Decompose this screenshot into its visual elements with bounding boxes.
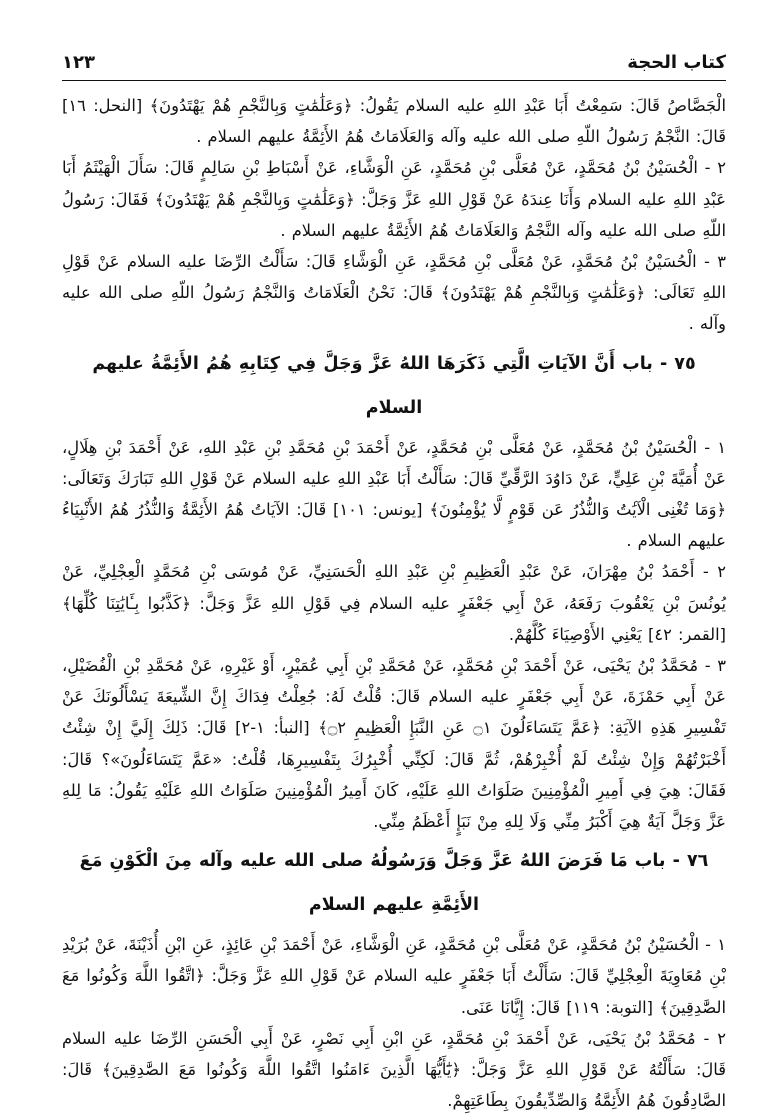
page-body	[62, 90, 726, 1116]
hadith-paragraph: ٢ - مُحَمَّدُ بْنُ يَحْيَى، عَنْ أَحْمَدَ بْنِ مُحَمَّدٍ، عَنِ ابْنِ أَبِي نَصْرٍ، عَنْ أَبِي الْحَسَنِ الرِّضَا عليه السلام قَالَ: سَأَلْتُهُ عَنْ قَوْلِ اللهِ عَزَّ وَجَلَّ: ﴿يَٰٓأَيُّهَا الَّذِينَ ءَامَنُوا اتَّقُوا اللَّهَ وَكُونُوا مَعَ الصَّٰدِقِينَ﴾ قَالَ: الصَّادِقُونَ هُمُ الأَئِمَّةُ وَالصِّدِّيقُونَ بِطَاعَتِهِمْ.	[62, 1028, 726, 1111]
hadith-paragraph: ١ - الْحُسَيْنُ بْنُ مُحَمَّدٍ، عَنْ مُعَلَّى بْنِ مُحَمَّدٍ، عَنِ الْوَشَّاءِ، عَنْ أَحْمَدَ بْنِ عَائِذٍ، عَنِ ابْنِ أُذَيْنَةَ، عَنْ بُرَيْدِ بْنِ مُعَاوِيَةَ الْعِجْلِيِّ قَالَ: سَأَلْتُ أَبَا جَعْفَرٍ عليه السلام عَنْ قَوْلِ اللهِ عَزَّ وَجَلَّ: ﴿اتَّقُوا اللَّهَ وَكُونُوا مَعَ الصَّٰدِقِينَ﴾ [التوبة: ١١٩] قَالَ: إِيَّانَا عَنَى.	[62, 935, 726, 1017]
chapter-heading: ٧٦ - باب مَا فَرَضَ اللهُ عَزَّ وَجَلَّ وَرَسُولُهُ صلى الله عليه وآله مِنَ الْكَوْنِ مَعَ الأَئِمَّةِ عليهم السلام	[79, 851, 709, 916]
hadith-paragraph: ٢ - الْحُسَيْنُ بْنُ مُحَمَّدٍ، عَنْ مُعَلَّى بْنِ مُحَمَّدٍ، عَنِ الْوَشَّاءِ، عَنْ أَسْبَاطِ بْنِ سَالِمٍ قَالَ: سَأَلَ الْهَيْثَمُ أَبَا عَبْدِ اللهِ عليه السلام وَأَنَا عِندَهُ عَنْ قَوْلِ اللهِ عَزَّ وَجَلَّ: ﴿وَعَلَٰمَٰتٍ وَبِالنَّجْمِ هُمْ يَهْتَدُونَ﴾ فَقَالَ: رَسُولُ اللّهِ صلى الله عليه وآله النَّجْمُ وَالعَلَامَاتُ هُمُ الأَئِمَّةُ عليهم السلام .	[62, 158, 726, 240]
hadith-paragraph: ٣ - الْحُسَيْنُ بْنُ مُحَمَّدٍ، عَنْ مُعَلَّى بْنِ مُحَمَّدٍ، عَنِ الْوَشَّاءِ قَالَ: سَأَلْتُ الرِّضَا عليه السلام عَنْ قَوْلِ اللهِ تَعَالَى: ﴿وَعَلَٰمَٰتٍ وَبِالنَّجْمِ هُمْ يَهْتَدُونَ﴾ قَالَ: نَحْنُ الْعَلَامَاتُ وَالنَّجْمُ رَسُولُ اللّهِ صلى الله عليه وآله .	[62, 252, 726, 334]
hadith-paragraph: ١ - الْحُسَيْنُ بْنُ مُحَمَّدٍ، عَنْ مُعَلَّى بْنِ مُحَمَّدٍ، عَنْ أَحْمَدَ بْنِ مُحَمَّدِ بْنِ عَبْدِ اللهِ، عَنْ أَحْمَدَ بْنِ هِلَالٍ، عَنْ أُمَيَّةَ بْنِ عَلِيٍّ، عَنْ دَاوُدَ الرَّقِّيِّ قَالَ: سَأَلْتُ أَبَا عَبْدِ اللهِ عليه السلام عَنْ قَوْلِ اللهِ تَبَارَكَ وَتَعَالَى: ﴿وَمَا تُغْنِى الْآيَٰتُ وَالنُّذُرُ عَن قَوْمٍ لَّا يُؤْمِنُونَ﴾ [يونس: ١٠١] قَالَ: الآيَاتُ هُمُ الأَئِمَّةُ وَالنُّذُرُ هُمُ الأَنْبِيَاءُ عليهم السلام .	[62, 437, 727, 551]
page-number: ١٢٣	[62, 51, 95, 73]
hadith-paragraph: الْجَصَّاصُ قَالَ: سَمِعْتُ أَبَا عَبْدِ اللهِ عليه السلام يَقُولُ: ﴿وَعَلَٰمَٰتٍ وَبِالنَّجْمِ هُمْ يَهْتَدُونَ﴾ [النحل: ١٦] قَالَ: النَّجْمُ رَسُولُ اللّهِ صلى الله عليه وآله وَالعَلَامَاتُ هُمُ الأَئِمَّةُ عليهم السلام .	[62, 96, 726, 147]
book-title: كتاب الحجة	[627, 51, 726, 73]
chapter-heading: ٧٥ - باب أَنَّ الآيَاتِ الَّتِي ذَكَرَهَا اللهُ عَزَّ وَجَلَّ فِي كِتَابِهِ هُمُ الأَئِمَّةُ عليهم السلام	[92, 353, 696, 418]
hadith-paragraph: ٢ - أَحْمَدُ بْنُ مِهْرَانَ، عَنْ عَبْدِ الْعَظِيمِ بْنِ عَبْدِ اللهِ الْحَسَنِيِّ، عَنْ مُوسَى بْنِ مُحَمَّدٍ الْعِجْلِيِّ، عَنْ يُونُسَ بْنِ يَعْقُوبَ رَفَعَهُ، عَنْ أَبِي جَعْفَرٍ عليه السلام فِي قَوْلِ اللهِ عَزَّ وَجَلَّ: ﴿كَذَّبُوا بِـَٔايَٰتِنَا كُلِّهَا﴾ [القمر: ٤٢] يَعْنِي الأَوْصِيَاءَ كُلَّهُمْ.	[62, 562, 726, 644]
hadith-paragraph: ٣ - مُحَمَّدُ بْنُ يَحْيَى، عَنْ أَحْمَدَ بْنِ مُحَمَّدٍ، عَنْ مُحَمَّدِ بْنِ أَبِي عُمَيْرٍ، أَوْ غَيْرِهِ، عَنْ مُحَمَّدِ بْنِ الْفُضَيْلِ، عَنْ أَبِي حَمْزَةَ، عَنْ أَبِي جَعْفَرٍ عليه السلام قَالَ: قُلْتُ لَهُ: جُعِلْتُ فِدَاكَ إِنَّ الشِّيعَةَ يَسْأَلُونَكَ عَنْ تَفْسِيرِ هَذِهِ الآيَةِ: ﴿عَمَّ يَتَسَاءَلُونَ ۝١ عَنِ النَّبَإِ الْعَظِيمِ ۝٢﴾ [النبأ: ١-٢] قَالَ: ذَلِكَ إِلَيَّ إِنْ شِئْتُ أَخْبَرْتُهُمْ وَإِنْ شِئْتُ لَمْ أُخْبِرْهُمْ، ثُمَّ قَالَ: لَكِنِّي أُخْبِرُكَ بِتَفْسِيرِهَا، قُلْتُ: «عَمَّ يَتَسَاءَلُونَ»؟ قَالَ: فَقَالَ: هِيَ فِي أَمِيرِ الْمُؤْمِنِينَ صَلَوَاتُ اللهِ عَلَيْهِ، كَانَ أَمِيرُ الْمُؤْمِنِينَ صَلَوَاتُ اللهِ عَلَيْهِ يَقُولُ: مَا لِلهِ عَزَّ وَجَلَّ آيَةٌ هِيَ أَكْبَرُ مِنِّي وَلَا لِلهِ مِنْ نَبَإٍ أَعْظَمُ مِنِّي.	[62, 656, 727, 832]
page-header	[62, 44, 726, 81]
